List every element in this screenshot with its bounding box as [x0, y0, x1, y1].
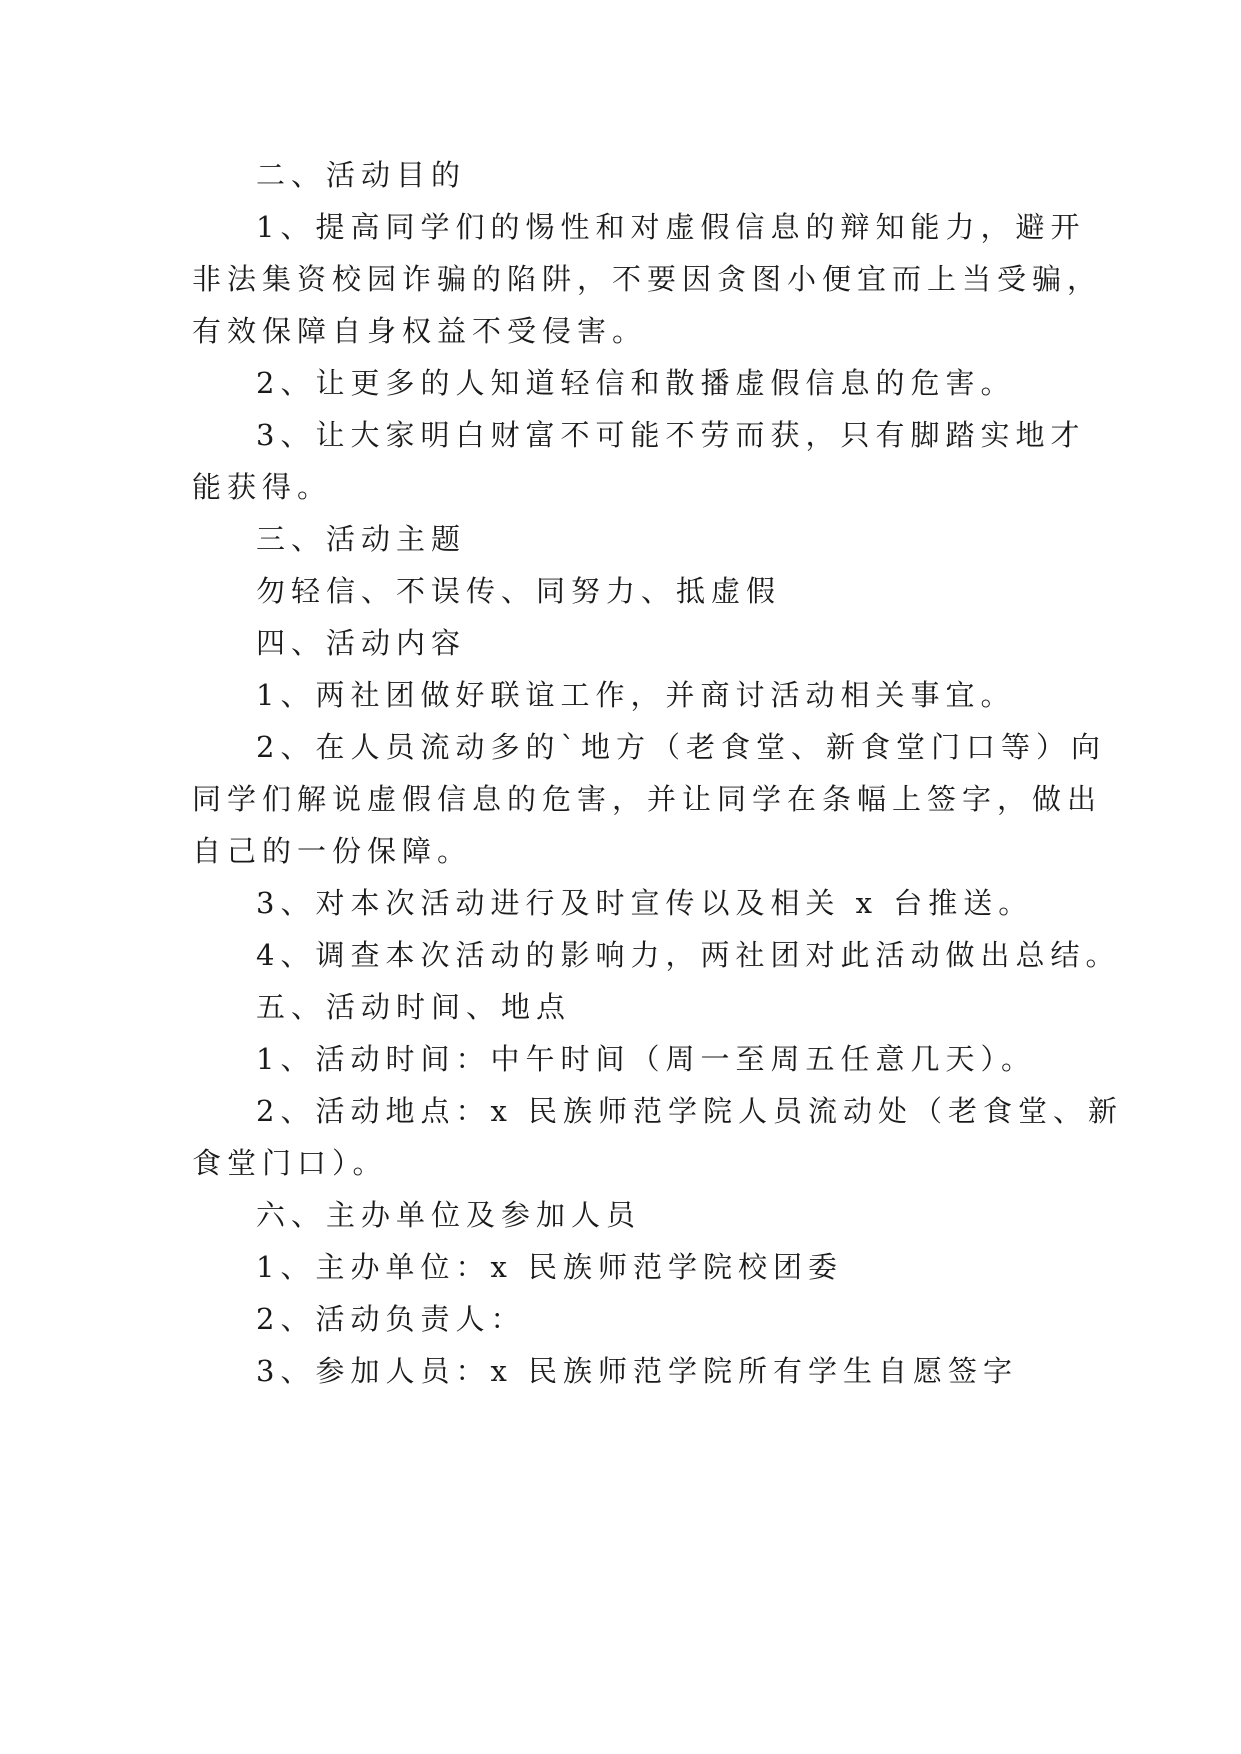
section-heading-purpose: 二、活动目的 [256, 158, 467, 192]
paragraph-line: 1、活动时间：中午时间（周一至周五任意几天）。 [256, 1042, 1036, 1076]
paragraph-line: 1、提高同学们的惕性和对虚假信息的辩知能力，避开 [256, 210, 1086, 244]
paragraph-line: 2、让更多的人知道轻信和散播虚假信息的危害。 [256, 366, 1016, 400]
section-heading-theme: 三、活动主题 [256, 522, 467, 556]
paragraph-line: 非法集资校园诈骗的陷阱，不要因贪图小便宜而上当受骗， [192, 262, 1103, 296]
paragraph-line: 有效保障自身权益不受侵害。 [192, 314, 648, 348]
paragraph-line: 3、让大家明白财富不可能不劳而获，只有脚踏实地才 [256, 418, 1086, 452]
paragraph-line: 同学们解说虚假信息的危害，并让同学在条幅上签字，做出 [192, 782, 1103, 816]
paragraph-line: 1、两社团做好联谊工作，并商讨活动相关事宜。 [256, 678, 1016, 712]
paragraph-line: 2、在人员流动多的`地方（老食堂、新食堂门口等）向 [256, 730, 1106, 764]
paragraph-line: 3、参加人员：x 民族师范学院所有学生自愿签字 [256, 1354, 1019, 1388]
section-heading-time-place: 五、活动时间、地点 [256, 990, 572, 1024]
paragraph-line: 4、调查本次活动的影响力，两社团对此活动做出总结。 [256, 938, 1121, 972]
paragraph-line: 3、对本次活动进行及时宣传以及相关 x 台推送。 [256, 886, 1034, 920]
paragraph-line: 能获得。 [192, 470, 333, 504]
paragraph-line: 自己的一份保障。 [192, 834, 473, 868]
paragraph-line: 2、活动地点：x 民族师范学院人员流动处（老食堂、新 [256, 1094, 1124, 1128]
paragraph-line: 勿轻信、不误传、同努力、抵虚假 [256, 574, 782, 608]
paragraph-line: 1、主办单位：x 民族师范学院校团委 [256, 1250, 844, 1284]
paragraph-line: 食堂门口）。 [192, 1146, 388, 1180]
paragraph-line: 2、活动负责人： [256, 1302, 526, 1336]
section-heading-organizers: 六、主办单位及参加人员 [256, 1198, 642, 1232]
section-heading-content: 四、活动内容 [256, 626, 467, 660]
